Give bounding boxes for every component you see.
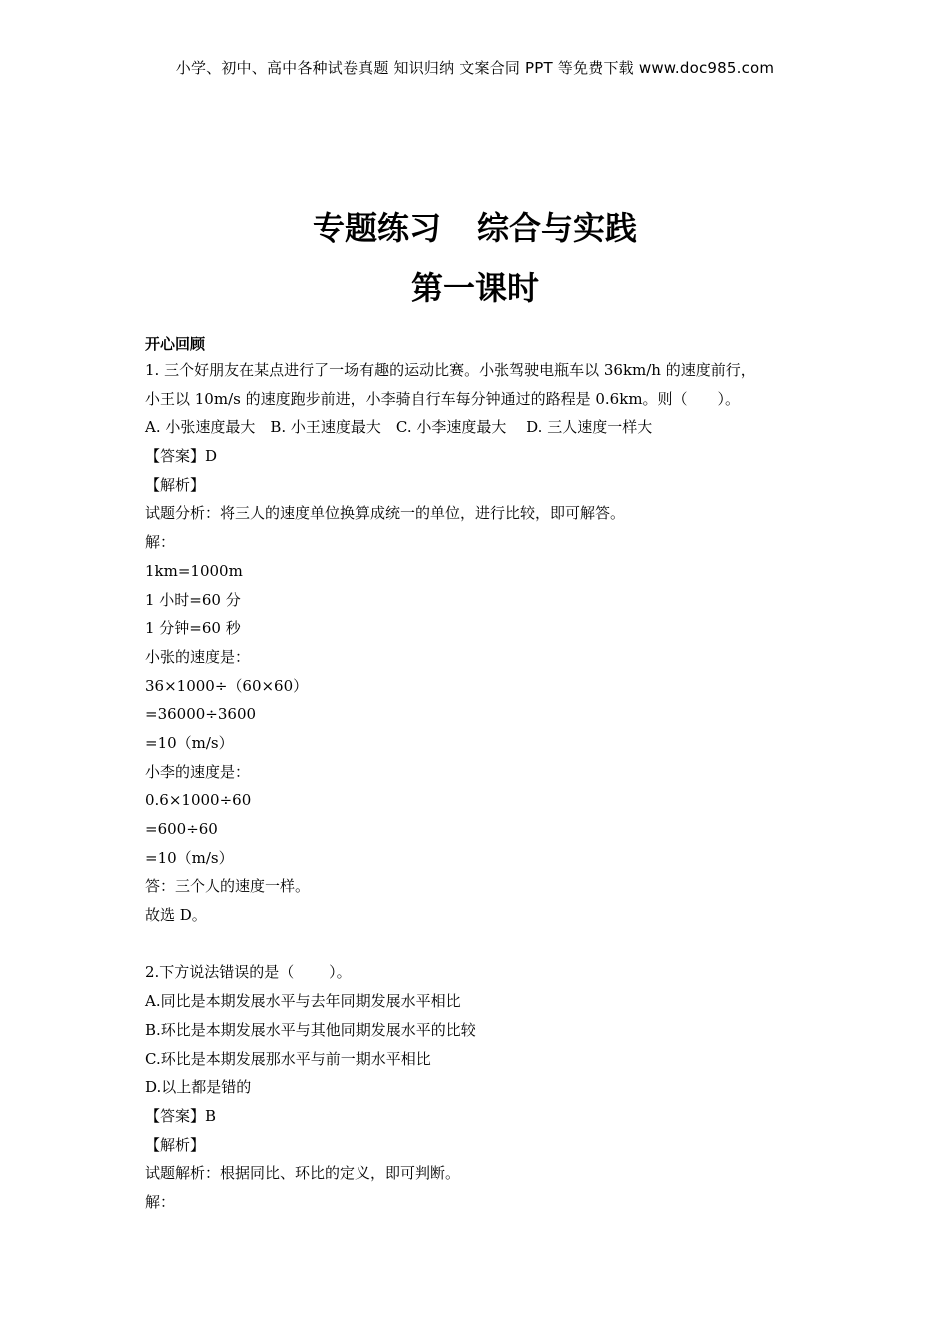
text-line: D.以上都是错的 — [145, 1078, 252, 1097]
text-line: 【答案】B — [145, 1106, 217, 1125]
text-line: A. 小张速度最大 B. 小王速度最大 C. 小李速度最大 D. 三人速度一样大 — [145, 418, 653, 437]
title-topic: 专题练习 — [312, 209, 441, 247]
section-heading: 开心回顾 — [145, 335, 206, 353]
text-line: 2.下方说法错误的是（ ）。 — [145, 963, 352, 982]
text-line: =36000÷3600 — [145, 705, 257, 724]
text-line: 解： — [145, 1192, 176, 1211]
text-line: 1 分钟=60 秒 — [145, 619, 241, 638]
text-line: =600÷60 — [145, 820, 218, 838]
text-line: =10（m/s） — [145, 848, 234, 867]
text-line: 0.6×1000÷60 — [145, 791, 252, 810]
text-line: 【解析】 — [145, 475, 206, 494]
text-line: 试题解析：根据同比、环比的定义，即可判断。 — [145, 1164, 461, 1183]
text-line: 试题分析：将三人的速度单位换算成统一的单位，进行比较，即可解答。 — [145, 504, 626, 523]
text-line: 小张的速度是： — [145, 647, 251, 666]
text-line: 小王以 10m/s 的速度跑步前进，小李骑自行车每分钟通过的路程是 0.6km。则（ ）。 — [145, 389, 741, 408]
text-line: 36×1000÷（60×60） — [145, 676, 309, 695]
site-header: 小学、初中、高中各种试卷真题 知识归纳 文案合同 PPT 等免费下载 www.doc985.com — [175, 59, 775, 77]
text-line: =10（m/s） — [145, 733, 234, 752]
text-line: 小李的速度是： — [145, 762, 251, 781]
text-line: C.环比是本期发展那水平与前一期水平相比 — [145, 1049, 431, 1068]
text-line: 1. 三个好朋友在某点进行了一场有趣的运动比赛。小张驾驶电瓶车以 36km/h 的速度前行， — [145, 361, 756, 379]
text-line: B.环比是本期发展水平与其他同期发展水平的比较 — [145, 1020, 476, 1039]
text-line: A.同比是本期发展水平与去年同期发展水平相比 — [145, 992, 461, 1011]
text-line: 【解析】 — [145, 1135, 206, 1154]
blank-line — [145, 930, 815, 959]
page-title — [0, 208, 950, 248]
text-line: 1 小时=60 分 — [145, 590, 241, 609]
text-line: 解： — [145, 533, 176, 552]
text-line: 故选 D。 — [145, 906, 207, 925]
text-line: 【答案】D — [145, 447, 218, 466]
document-body — [145, 356, 815, 1217]
text-line: 1km=1000m — [145, 561, 243, 580]
title-subject: 综合与实践 — [477, 209, 638, 247]
text-line: 答：三个人的速度一样。 — [145, 877, 311, 896]
page-subtitle: 第一课时 — [410, 269, 539, 307]
